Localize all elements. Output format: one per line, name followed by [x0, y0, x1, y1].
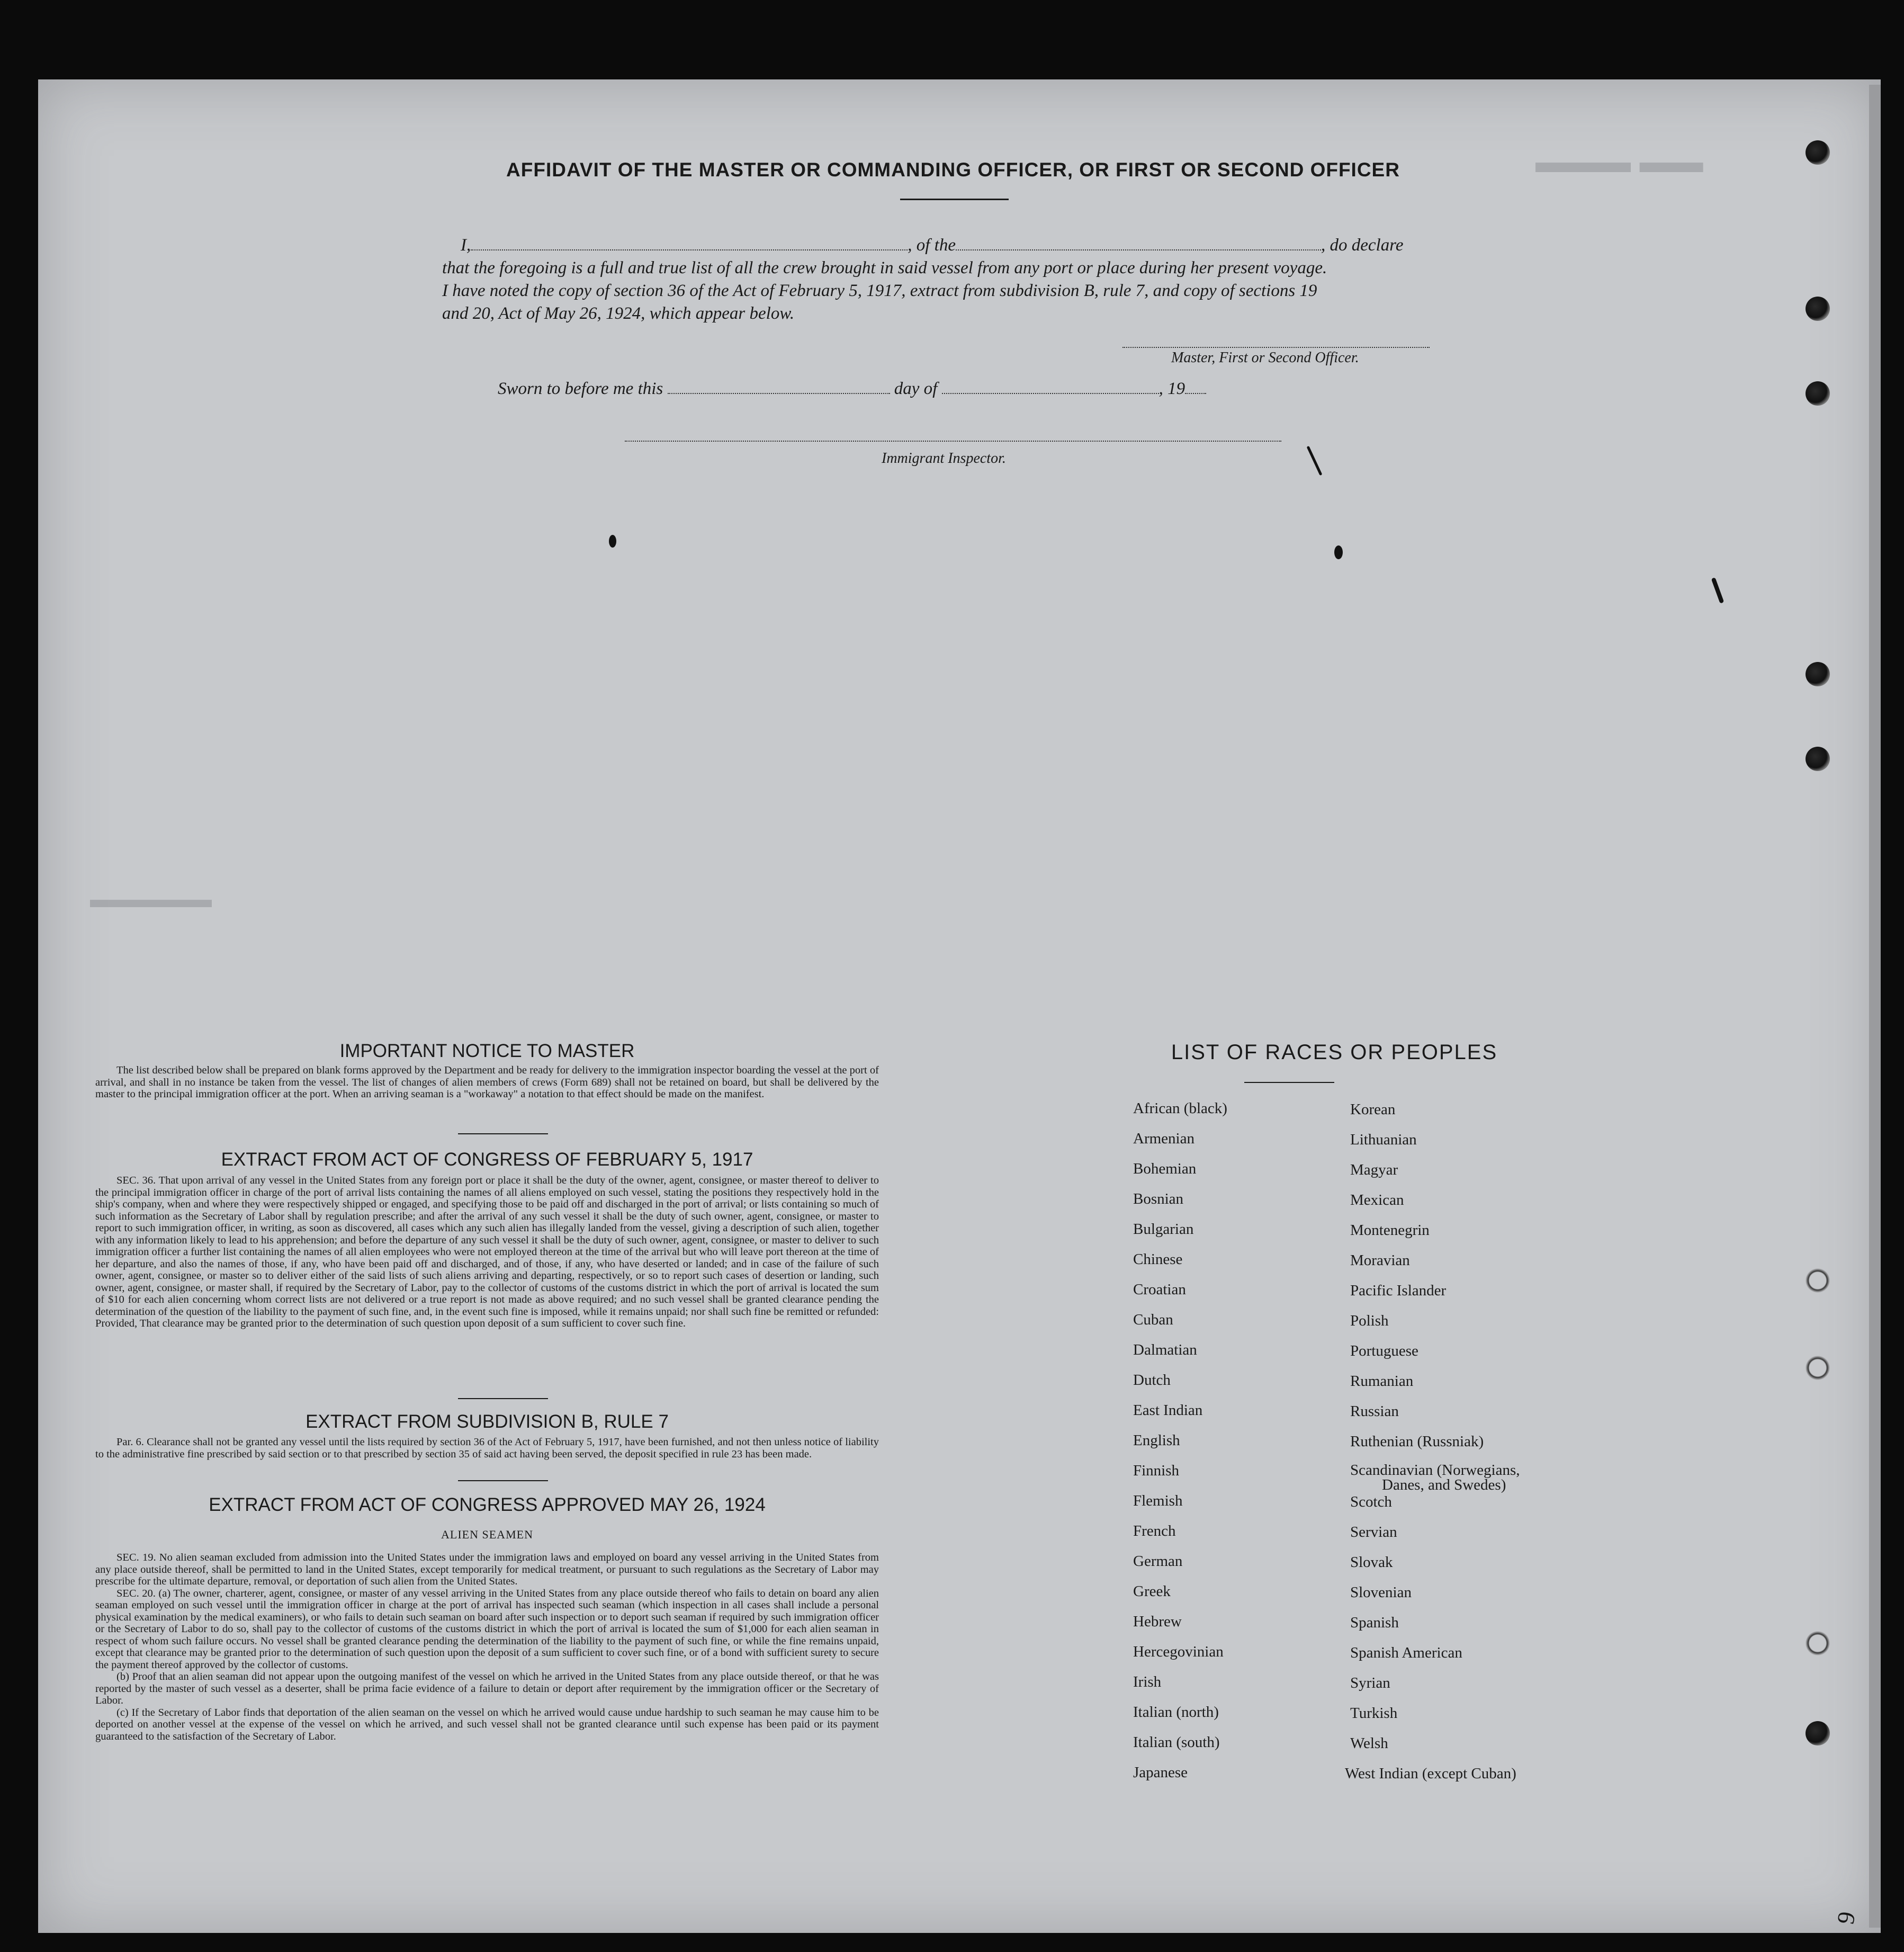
- race-item: Mexican: [1350, 1192, 1404, 1208]
- race-item: East Indian: [1133, 1402, 1203, 1419]
- races-title: LIST OF RACES OR PEOPLES: [1171, 1041, 1498, 1064]
- master-signature-label: Master, First or Second Officer.: [1171, 350, 1359, 366]
- race-item: Russian: [1350, 1403, 1399, 1420]
- bleed-through-text: ▬▬▬▬▬: [90, 885, 212, 912]
- rule-7-body: [95, 1436, 879, 1460]
- punch-hole: [1806, 662, 1830, 686]
- race-item: Spanish American: [1350, 1644, 1462, 1661]
- race-item: West Indian (except Cuban): [1345, 1765, 1516, 1782]
- declaration-text: and 20, Act of May 26, 1924, which appear below.: [442, 304, 795, 323]
- punch-hole: [1806, 1268, 1830, 1293]
- extract-1917-body: [95, 1175, 879, 1330]
- race-item: Hercegovinian: [1133, 1643, 1224, 1660]
- ink-stain: [609, 535, 616, 548]
- race-label: Scandinavian (Norwegians,: [1350, 1462, 1520, 1479]
- extract-1924-title: EXTRACT FROM ACT OF CONGRESS APPROVED MAY 26, 1924: [209, 1494, 766, 1515]
- race-item: African (black): [1133, 1100, 1227, 1117]
- race-item: Croatian: [1133, 1281, 1186, 1298]
- race-item: Moravian: [1350, 1252, 1410, 1269]
- race-item: Italian (south): [1133, 1734, 1220, 1751]
- race-item: Korean: [1350, 1101, 1396, 1118]
- punch-hole: [1806, 1631, 1830, 1655]
- master-signature-line[interactable]: [1122, 347, 1430, 348]
- vessel-name-field[interactable]: [956, 237, 1321, 250]
- affidavit-title: AFFIDAVIT OF THE MASTER OR COMMANDING OFFICER, OR FIRST OR SECOND OFFICER: [506, 159, 1400, 181]
- section-divider: [458, 1480, 548, 1481]
- section-20b-text: (b) Proof that an alien seaman did not appear upon the outgoing manifest of the vessel on which he arrived in the United States from any place outside thereof, or that he was reported by the master of such vessel as a deserter, shall be prima facie evidence of a failure to detain or deport after requirement by the immigration officer or the Secretary of Labor.: [95, 1671, 879, 1706]
- alien-seamen-subtitle: ALIEN SEAMEN: [441, 1528, 533, 1541]
- race-item: Turkish: [1350, 1705, 1398, 1722]
- race-item: [1350, 1463, 1520, 1492]
- declarant-suffix: , do declare: [1321, 236, 1404, 255]
- declarant-of-the: , of the: [908, 236, 956, 255]
- race-item: Lithuanian: [1350, 1131, 1417, 1148]
- race-item: Japanese: [1133, 1764, 1188, 1781]
- declarant-name-field[interactable]: [471, 237, 908, 250]
- race-item: Flemish: [1133, 1492, 1183, 1509]
- race-item: Cuban: [1133, 1311, 1173, 1328]
- race-item: English: [1133, 1432, 1180, 1449]
- race-item: Ruthenian (Russniak): [1350, 1433, 1484, 1450]
- race-item: Italian (north): [1133, 1704, 1219, 1721]
- punch-hole: [1806, 381, 1830, 406]
- sworn-day-field[interactable]: [668, 380, 890, 394]
- race-item: Spanish: [1350, 1614, 1399, 1631]
- inspector-signature-label: Immigrant Inspector.: [882, 450, 1006, 467]
- rule-7-text: Par. 6. Clearance shall not be granted any vessel until the lists required by section 36 of the Act of February 5, 1917, have been furnished, and not then unless notice of liability to the administrative fine prescribed by said section or to that prescribed by section 35 of said act having been served, the deposit specified in rule 23 has been made.: [95, 1436, 879, 1460]
- race-item: Montenegrin: [1350, 1222, 1430, 1239]
- race-item: Chinese: [1133, 1251, 1183, 1268]
- section-36-text: SEC. 36. That upon arrival of any vessel in the United States from any foreign port or place it shall be the duty of the owner, agent, consignee, or master thereof to deliver to the principal immigration officer in charge of the port of arrival lists containing the names of all aliens employed on such vessel, stating the positions they respectively hold in the ship's company, when and where they were respectively shipped or engaged, and specifying those to be paid off and discharged in the port of arrival; or lists containing so much of such information as the Secretary of Labor shall by regulation prescribe; and after the arrival of any such vessel it shall be the duty of such owner, agent, consignee, or master to report to such immigration officer, in writing, as soon as discovered, all cases which any such alien has illegally landed from the vessel, giving a description of such alien, together with any information likely to lead to his apprehension; and before the departure of any such vessel it shall be the duty of such owner, agent, consignee, or master to deliver to such immigration officer a further list containing the names of all alien employees who were not employed thereon at the time of the arrival but who will leave port thereon at the time of her departure, and also the names of those, if any, who have been paid off and discharged, and of those, if any, who have deserted or landed; and in case of the failure of such owner, agent, consignee, or master so to deliver either of the said lists of such aliens arriving and departing, respectively, or so to report such cases of desertion or landing, such owner, agent, consignee, or master shall, if required by the Secretary of Labor, pay to the collector of customs of the customs district in which the port of arrival is located the sum of $10 for each alien concerning whom correct lists are not delivered or a true report is not made as above required; and no such vessel shall be granted clearance pending the determination of the question of the liability to the payment of such fine, and, in the event such fine is imposed, while it remains unpaid; nor shall such fine be remitted or refunded: Provided, That clearance may be granted prior to the determination of such question upon deposit of a sum sufficient to cover such fine.: [95, 1175, 879, 1329]
- race-item: Dalmatian: [1133, 1341, 1197, 1358]
- extract-1917-title: EXTRACT FROM ACT OF CONGRESS OF FEBRUARY 5, 1917: [221, 1149, 753, 1170]
- race-label-continued: Danes, and Swedes): [1382, 1476, 1506, 1493]
- sworn-day-of: day of: [894, 379, 938, 398]
- ink-stain: [1334, 545, 1343, 559]
- race-item: French: [1133, 1523, 1176, 1539]
- race-item: Armenian: [1133, 1130, 1195, 1147]
- section-divider: [458, 1133, 548, 1134]
- race-item: Bosnian: [1133, 1190, 1184, 1207]
- declaration-line: [461, 236, 1403, 255]
- race-item: Dutch: [1133, 1372, 1171, 1389]
- punch-hole: [1806, 1721, 1830, 1745]
- punch-hole: [1806, 140, 1830, 165]
- section-divider: [458, 1398, 548, 1399]
- section-19-text: SEC. 19. No alien seaman excluded from admission into the United States under the immigration laws and employed on board any vessel arriving in the United States from any place outside thereof, shall be permitted to land in the United States, except temporarily for medical treatment, or pursuant to such regulations as the Secretary of Labor may prescribe for the ultimate departure, removal, or deportation of such alien from the United States.: [95, 1552, 879, 1587]
- inspector-signature-line[interactable]: [625, 441, 1281, 442]
- race-item: Portuguese: [1350, 1342, 1418, 1359]
- punch-hole: [1806, 297, 1830, 321]
- notice-paragraph: The list described below shall be prepared on blank forms approved by the Department and be ready for delivery to the immigration inspector boarding the vessel at the port of arrival, and shall in no instance be taken from the vessel. The list of changes of alien members of crews (Form 689) shall not be retained on board, but shall be delivered by the master to the principal immigration officer at the port. When an arriving seaman is a "workaway" a notation to that effect should be made on the manifest.: [95, 1064, 879, 1100]
- extract-1924-body: [95, 1552, 879, 1742]
- race-item: German: [1133, 1553, 1183, 1570]
- sworn-month-field[interactable]: [942, 380, 1159, 394]
- sworn-year-field[interactable]: [1185, 380, 1206, 394]
- bleed-through-text: ▬▬ ▬▬▬: [1535, 144, 1703, 179]
- declaration-text: that the foregoing is a full and true list of all the crew brought in said vessel from any port or place during her present voyage.: [442, 258, 1327, 277]
- notice-body: [95, 1064, 879, 1100]
- section-20c-text: (c) If the Secretary of Labor finds that deportation of the alien seaman on the vessel on which he arrived would cause undue hardship to such seaman he may cause him to be deported on another vessel at the expense of the vessel on which he arrived, and such vessel shall not be granted clearance until such expense has been paid or its payment guaranteed to the satisfaction of the Secretary of Labor.: [95, 1706, 879, 1742]
- rule-7-title: EXTRACT FROM SUBDIVISION B, RULE 7: [306, 1411, 669, 1432]
- race-item: Welsh: [1350, 1735, 1388, 1752]
- page-edge: [1869, 85, 1881, 1928]
- race-item: Scotch: [1350, 1493, 1392, 1510]
- race-item: Pacific Islander: [1350, 1282, 1447, 1299]
- race-item: Servian: [1350, 1524, 1397, 1541]
- races-title-rule: [1244, 1082, 1334, 1083]
- race-item: Bohemian: [1133, 1160, 1197, 1177]
- sworn-line: [498, 379, 1206, 399]
- race-item: Bulgarian: [1133, 1221, 1194, 1238]
- punch-hole: [1806, 747, 1830, 771]
- race-item: Irish: [1133, 1673, 1162, 1690]
- punch-hole: [1806, 1356, 1830, 1380]
- section-20a-text: SEC. 20. (a) The owner, charterer, agent, consignee, or master of any vessel arriving in the United States from any place outside thereof who fails to detain on board any alien seaman employed on such vessel until the immigration officer in charge at the port of arrival has inspected such seaman (which inspection in all cases shall include a personal physical examination by the medical examiners), or who fails to detain such seaman on board after such inspection or to deport such seaman if required by such immigration officer or the Secretary of Labor to do so, shall pay to the collector of customs of the customs district in which the port of arrival is located the sum of $1,000 for each alien seaman in respect of whom such failure occurs. No vessel shall be granted clearance pending the determination of the liability to the payment of such fine, or while the fine remains unpaid, except that clearance may be granted prior to the determination of such question upon the deposit of a sum sufficient to cover such fine, or of a bond with sufficient surety to secure the payment thereof approved by the collector of customs.: [95, 1587, 879, 1671]
- race-item: Slovak: [1350, 1554, 1393, 1571]
- race-item: Slovenian: [1350, 1584, 1412, 1601]
- notice-title: IMPORTANT NOTICE TO MASTER: [339, 1041, 635, 1061]
- race-item: Syrian: [1350, 1675, 1390, 1691]
- race-item: Hebrew: [1133, 1613, 1182, 1630]
- sworn-year: , 19: [1158, 379, 1185, 398]
- handwritten-folio-number: 9: [1831, 1909, 1861, 1927]
- race-item: Greek: [1133, 1583, 1171, 1600]
- race-item: Magyar: [1350, 1161, 1398, 1178]
- race-item: Rumanian: [1350, 1373, 1414, 1390]
- declaration-text: I have noted the copy of section 36 of the Act of February 5, 1917, extract from subdivision B, rule 7, and copy of sections 19: [442, 281, 1317, 300]
- declarant-prefix: I,: [461, 236, 471, 255]
- sworn-prefix: Sworn to before me this: [498, 379, 663, 398]
- title-rule: [900, 199, 1009, 200]
- race-item: Finnish: [1133, 1462, 1180, 1479]
- race-item: Polish: [1350, 1312, 1389, 1329]
